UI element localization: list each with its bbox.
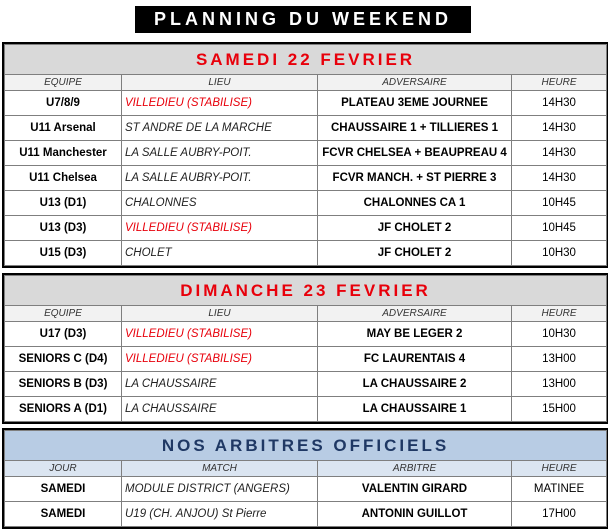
- time-cell: 10H30: [512, 322, 607, 347]
- time-cell: 17H00: [512, 502, 607, 527]
- opponent-cell: FCVR MANCH. + ST PIERRE 3: [318, 166, 512, 191]
- referee-cell: VALENTIN GIRARD: [318, 477, 512, 502]
- venue-cell: LA SALLE AUBRY-POIT.: [122, 166, 318, 191]
- time-cell: 10H45: [512, 191, 607, 216]
- sunday-rows: [5, 322, 607, 422]
- venue-cell: VILLEDIEU (STABILISE): [122, 347, 318, 372]
- opponent-cell: CHALONNES CA 1: [318, 191, 512, 216]
- opponent-cell: JF CHOLET 2: [318, 216, 512, 241]
- opponent-cell: CHAUSSAIRE 1 + TILLIERES 1: [318, 116, 512, 141]
- time-cell: 13H00: [512, 347, 607, 372]
- col-header-heure: HEURE: [512, 75, 607, 91]
- team-cell: U7/8/9: [5, 91, 122, 116]
- saturday-rows: [5, 91, 607, 266]
- col-header-adversaire: ADVERSAIRE: [318, 75, 512, 91]
- table-row: [5, 141, 607, 166]
- opponent-cell: MAY BE LEGER 2: [318, 322, 512, 347]
- table-row: [5, 166, 607, 191]
- time-cell: 14H30: [512, 166, 607, 191]
- col-header-jour: JOUR: [5, 461, 122, 477]
- opponent-cell: JF CHOLET 2: [318, 241, 512, 266]
- team-cell: SENIORS C (D4): [5, 347, 122, 372]
- table-row: [5, 241, 607, 266]
- team-cell: U11 Arsenal: [5, 116, 122, 141]
- opponent-cell: LA CHAUSSAIRE 1: [318, 397, 512, 422]
- saturday-section: [2, 42, 608, 268]
- time-cell: 10H45: [512, 216, 607, 241]
- venue-cell: VILLEDIEU (STABILISE): [122, 216, 318, 241]
- referees-heading-row: [5, 431, 607, 461]
- table-row: [5, 191, 607, 216]
- opponent-cell: FC LAURENTAIS 4: [318, 347, 512, 372]
- day-cell: SAMEDI: [5, 477, 122, 502]
- venue-cell: VILLEDIEU (STABILISE): [122, 91, 318, 116]
- team-cell: SENIORS B (D3): [5, 372, 122, 397]
- table-row: [5, 372, 607, 397]
- venue-cell: CHOLET: [122, 241, 318, 266]
- time-cell: 13H00: [512, 372, 607, 397]
- col-header-equipe: EQUIPE: [5, 75, 122, 91]
- time-cell: MATINEE: [512, 477, 607, 502]
- table-row: [5, 116, 607, 141]
- saturday-table: [4, 44, 607, 266]
- time-cell: 10H30: [512, 241, 607, 266]
- time-cell: 14H30: [512, 116, 607, 141]
- team-cell: U11 Manchester: [5, 141, 122, 166]
- opponent-cell: PLATEAU 3EME JOURNEE: [318, 91, 512, 116]
- time-cell: 14H30: [512, 141, 607, 166]
- table-row: [5, 347, 607, 372]
- referees-section: [2, 428, 608, 529]
- referees-rows: [5, 477, 607, 527]
- sunday-column-headers: [5, 306, 607, 322]
- team-cell: U15 (D3): [5, 241, 122, 266]
- venue-cell: LA CHAUSSAIRE: [122, 397, 318, 422]
- table-row: [5, 322, 607, 347]
- referees-heading: NOS ARBITRES OFFICIELS: [5, 431, 607, 461]
- col-header-lieu: LIEU: [122, 306, 318, 322]
- referees-column-headers: [5, 461, 607, 477]
- sunday-heading-row: [5, 276, 607, 306]
- table-row: [5, 216, 607, 241]
- sunday-section: [2, 273, 608, 424]
- day-cell: SAMEDI: [5, 502, 122, 527]
- team-cell: SENIORS A (D1): [5, 397, 122, 422]
- referees-table: [4, 430, 607, 527]
- page-title: PLANNING DU WEEKEND: [135, 6, 471, 33]
- venue-cell: LA CHAUSSAIRE: [122, 372, 318, 397]
- team-cell: U11 Chelsea: [5, 166, 122, 191]
- table-row: [5, 91, 607, 116]
- opponent-cell: LA CHAUSSAIRE 2: [318, 372, 512, 397]
- match-cell: U19 (CH. ANJOU) St Pierre: [122, 502, 318, 527]
- table-row: [5, 502, 607, 527]
- venue-cell: VILLEDIEU (STABILISE): [122, 322, 318, 347]
- venue-cell: LA SALLE AUBRY-POIT.: [122, 141, 318, 166]
- table-row: [5, 477, 607, 502]
- venue-cell: CHALONNES: [122, 191, 318, 216]
- sunday-table: [4, 275, 607, 422]
- saturday-heading: SAMEDI 22 FEVRIER: [5, 45, 607, 75]
- col-header-lieu: LIEU: [122, 75, 318, 91]
- col-header-arbitre: ARBITRE: [318, 461, 512, 477]
- col-header-heure: HEURE: [512, 461, 607, 477]
- team-cell: U13 (D3): [5, 216, 122, 241]
- saturday-heading-row: [5, 45, 607, 75]
- col-header-heure: HEURE: [512, 306, 607, 322]
- sunday-heading: DIMANCHE 23 FEVRIER: [5, 276, 607, 306]
- time-cell: 14H30: [512, 91, 607, 116]
- team-cell: U13 (D1): [5, 191, 122, 216]
- time-cell: 15H00: [512, 397, 607, 422]
- col-header-equipe: EQUIPE: [5, 306, 122, 322]
- saturday-column-headers: [5, 75, 607, 91]
- col-header-adversaire: ADVERSAIRE: [318, 306, 512, 322]
- table-row: [5, 397, 607, 422]
- match-cell: MODULE DISTRICT (ANGERS): [122, 477, 318, 502]
- team-cell: U17 (D3): [5, 322, 122, 347]
- opponent-cell: FCVR CHELSEA + BEAUPREAU 4: [318, 141, 512, 166]
- referee-cell: ANTONIN GUILLOT: [318, 502, 512, 527]
- venue-cell: ST ANDRE DE LA MARCHE: [122, 116, 318, 141]
- col-header-match: MATCH: [122, 461, 318, 477]
